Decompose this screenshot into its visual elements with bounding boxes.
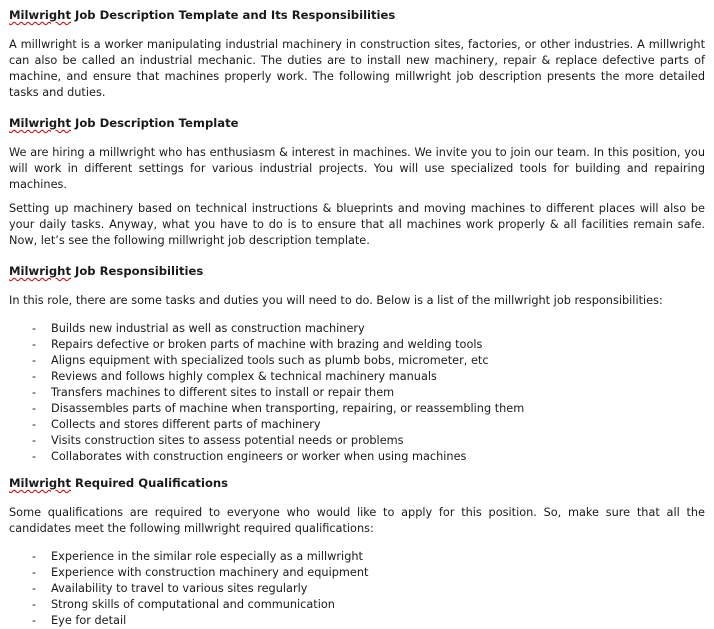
bullet-dash: -: [32, 614, 37, 627]
bullet-dash: -: [32, 402, 37, 415]
qualifications-list: [9, 549, 705, 629]
bullet-dash: -: [32, 450, 37, 463]
list-item: - Visits construction sites to assess potential needs or problems: [32, 434, 404, 447]
bullet-dash: -: [32, 434, 37, 447]
list-item: - Experience with construction machinery and equipment: [32, 566, 369, 579]
list-item: - Collects and stores different parts of machinery: [32, 418, 321, 431]
responsibilities-intro: In this role, there are some tasks and duties you will need to do. Below is a list of the millwright job responsibilities:: [9, 294, 663, 307]
list-item: - Aligns equipment with specialized tools such as plumb bobs, micrometer, etc: [32, 354, 489, 367]
bullet-dash: -: [32, 386, 37, 399]
list-item: - Collaborates with construction engineers or worker when using machines: [32, 450, 467, 463]
section-heading-qualifications: Milwright Required Qualifications: [9, 476, 229, 490]
document-title: Milwright Job Description Template and Its Responsibilities: [9, 8, 396, 22]
bullet-dash: -: [32, 598, 37, 611]
list-item: - Transfers machines to different sites to install or repair them: [32, 386, 395, 399]
list-item: - Experience in the similar role especially as a millwright: [32, 550, 363, 563]
spellcheck-word: Milwright: [9, 8, 71, 22]
list-item: - Availability to travel to various sites regularly: [32, 582, 308, 595]
section-heading-template: Milwright Job Description Template: [9, 116, 239, 130]
list-item: - Reviews and follows highly complex & technical machinery manuals: [32, 370, 437, 383]
bullet-dash: -: [32, 338, 37, 351]
section-heading-responsibilities: Milwright Job Responsibilities: [9, 264, 204, 278]
bullet-dash: -: [32, 322, 37, 335]
list-item: - Builds new industrial as well as construction machinery: [32, 322, 365, 335]
responsibilities-list: [9, 321, 705, 465]
bullet-dash: -: [32, 550, 37, 563]
bullet-dash: -: [32, 582, 37, 595]
spellcheck-word: Milwright: [9, 476, 71, 490]
bullet-dash: -: [32, 354, 37, 367]
qualifications-intro: Some qualifications are required to everyone who would like to apply for this position. So, make sure that all the candidates meet the following millwright required qualifications:: [9, 506, 705, 535]
spellcheck-word: Milwright: [9, 116, 71, 130]
bullet-dash: -: [32, 370, 37, 383]
bullet-dash: -: [32, 566, 37, 579]
template-paragraph-1: We are hiring a millwright who has enthusiasm & interest in machines. We invite you to join our team. In this position, you will work in different settings for various industrial projects. You will use specialized tools for building and repairing machines.: [9, 146, 705, 191]
list-item: - Strong skills of computational and communication: [32, 598, 335, 611]
list-item: - Repairs defective or broken parts of machine with brazing and welding tools: [32, 338, 483, 351]
list-item: - Disassembles parts of machine when transporting, repairing, or reassembling them: [32, 402, 525, 415]
list-item: - Eye for detail: [32, 614, 127, 627]
intro-paragraph: A millwright is a worker manipulating industrial machinery in construction sites, factories, or other industries. A millwright can also be called an industrial mechanic. The duties are to install new machinery, repair & replace defective parts of machine, and ensure that machines properly work. The following millwright job description presents the more detailed tasks and duties.: [9, 38, 705, 99]
bullet-dash: -: [32, 418, 37, 431]
template-paragraph-2: Setting up machinery based on technical instructions & blueprints and moving machines to different places will also be your daily tasks. Anyway, what you have to do is to ensure that all machines work properly & all facilities remain safe. Now, let’s see the following millwright job description template.: [9, 202, 705, 247]
spellcheck-word: Milwright: [9, 264, 71, 278]
